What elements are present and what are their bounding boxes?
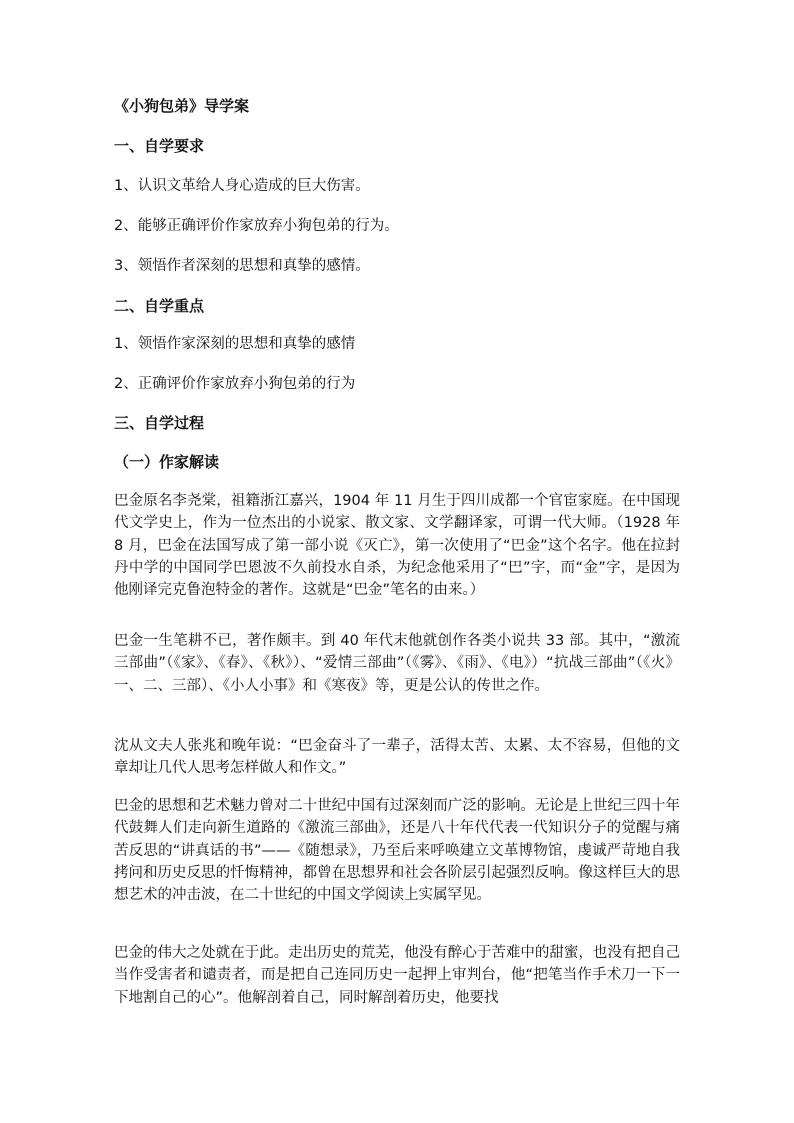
document-title: 《小狗包弟》导学案: [114, 97, 250, 115]
paragraph: 巴金的思想和艺术魅力曾对二十世纪中国有过深刻而广泛的影响。无论是上世纪三四十年代鼓舞人们走向新生道路的《激流三部曲》，还是八十年代代表一代知识分子的觉醒与痛苦反思的“讲真话的书”——《随想录》，乃至后来呼唤建立文革博物馆，虔诚严苛地自我拷问和历史反思的忏悔精神，都曾在思想界和社会各阶层引起强烈反响。像这样巨大的思想艺术的冲击波，在二十世纪的中国文学阅读上实属罕见。: [114, 798, 680, 904]
section-heading-process: 三、自学过程: [114, 414, 205, 432]
subsection-heading-author: （一）作家解读: [114, 453, 220, 471]
section-heading-requirements: 一、自学要求: [114, 137, 205, 155]
list-item: 3、领悟作者深刻的思想和真挚的感情。: [114, 258, 370, 274]
paragraph: 巴金一生笔耕不已，著作颇丰。到 40 年代末他就创作各类小说共 33 部。其中，“激流三部曲”（《家》、《春》、《秋》）、“爱情三部曲”（《雾》、《雨》、《电》）“抗战三部曲”（《火》一、二、三部）、《小人小事》和《寒夜》等，更是公认的传世之作。: [114, 633, 680, 694]
paragraph: 巴金原名李尧棠，祖籍浙江嘉兴，1904 年 11 月生于四川成都一个官宦家庭。在中国现代文学史上，作为一位杰出的小说家、散文家、文学翻译家，可谓一代大师。（1928 年 8 月，巴金在法国写成了第一部小说《灭亡》，第一次使用了“巴金”这个名字。他在拉封丹中学的中国同学巴恩波不久前投水自杀，为纪念他采用了“巴”字，而“金”字，是因为他刚译完克鲁泡特金的著作。这就是“巴金”笔名的由来。）: [114, 493, 680, 599]
list-item: 2、能够正确评价作家放弃小狗包弟的行为。: [114, 218, 399, 234]
list-item: 1、领悟作家深刻的思想和真挚的感情: [114, 336, 356, 352]
list-item: 2、正确评价作家放弃小狗包弟的行为: [114, 376, 356, 392]
paragraph: 巴金的伟大之处就在于此。走出历史的荒芜，他没有醉心于苦难中的甜蜜，也没有把自己当作受害者和谴责者，而是把自己连同历史一起押上审判台，他“把笔当作手术刀一下一下地割自己的心”。他解剖着自己，同时解剖着历史，他要找: [114, 945, 680, 1006]
list-item: 1、认识文革给人身心造成的巨大伤害。: [114, 178, 370, 194]
paragraph: 沈从文夫人张兆和晚年说：“巴金奋斗了一辈子，活得太苦、太累、太不容易，但他的文章却让几代人思考怎样做人和作文。”: [114, 738, 680, 777]
section-heading-key-points: 二、自学重点: [114, 297, 205, 315]
